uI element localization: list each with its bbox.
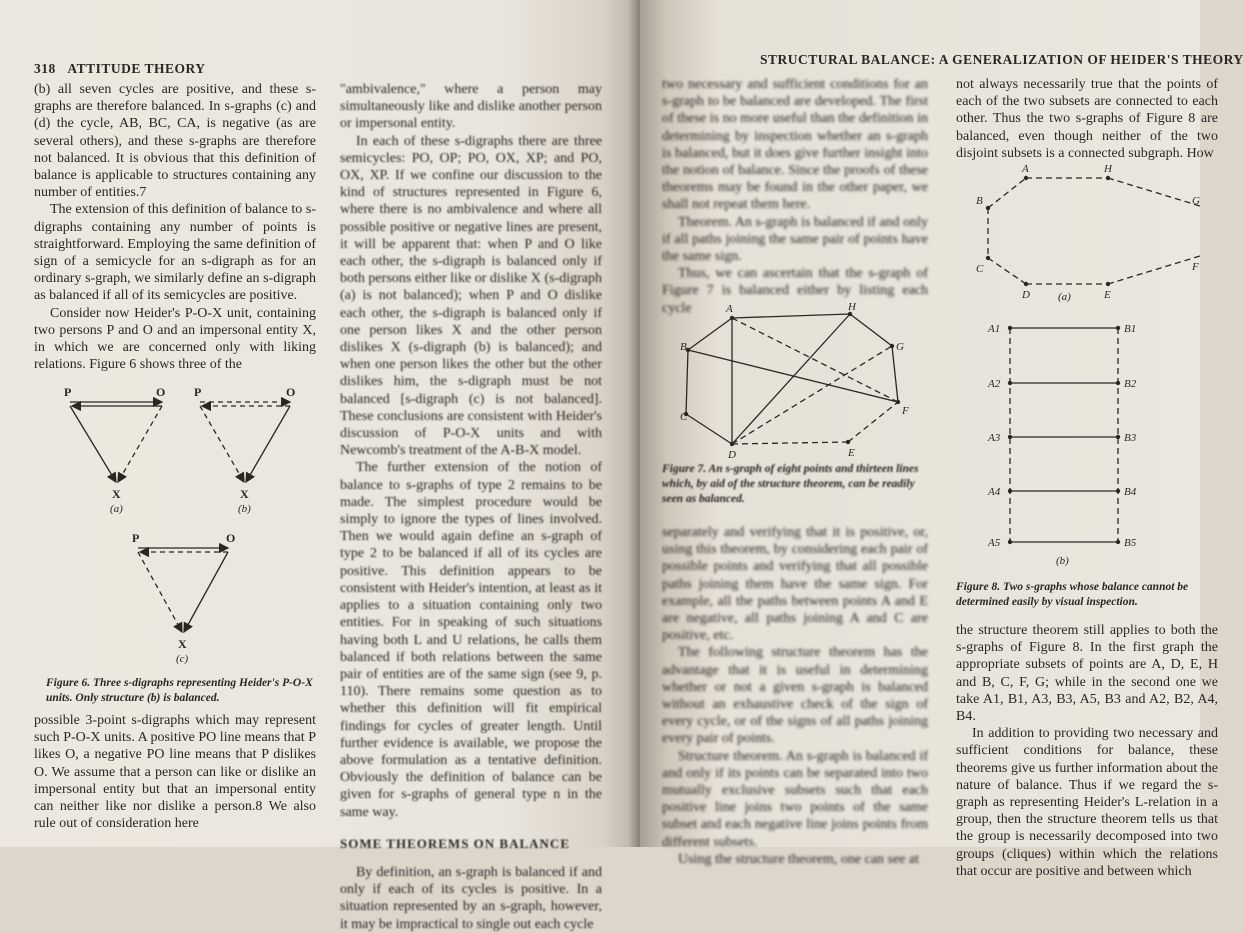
left-column-bottom	[34, 712, 316, 832]
fig8-label-g: G	[1192, 195, 1200, 207]
paragraph: Structure theorem. An s-graph is balanced if and only if its points can be separated into two mutually exclusive subsets such that each positive line joins two points of the same subset and each negative line joins points from different subsets.	[662, 748, 928, 850]
fig7-label-h: H	[848, 301, 856, 313]
paragraph: possible 3-point s-digraphs which may represent such P-O-X units. A positive PO line means that P likes O, a negative PO line means that P dislikes O. We assume that a person can like or dislike an impersonal entity but that an impersonal entity can neither like nor dislike a person.8 We also rule out of consideration here	[34, 713, 316, 832]
paragraph: The further extension of the notion of balance to s-graphs of type 2 remains to be made. The simplest procedure would be simply to ignore the types of lines involved. Then we would again define an s-graph of type 2 to be balanced if all of its cycles are positive. This definition appears to be consistent with Heider's intention, at least as it applies to a situation containing only two entities. For in speaking of such situations having both L and U relations, he calls them balanced if both relations between the same pair of entities are of the same sign (see 9, p. 110). There remains some question as to whether this definition will fit empirical findings for cycles of greater length. Until further evidence is available, we propose the above formulation as a tentative definition. Obviously the definition of balance can be given for s-graphs of general type n in the same way.	[340, 460, 602, 820]
fig8-label-b: B	[976, 195, 983, 207]
fig7-label-d: D	[728, 449, 736, 461]
figure-6-caption: Figure 6. Three s-digraphs representing Heider's P-O-X units. Only structure (b) is balanced.	[46, 677, 313, 704]
fig8-panel-a: (a)	[1058, 291, 1071, 303]
fig7-label-b: B	[680, 341, 687, 353]
fig8-label-d: D	[1022, 289, 1030, 301]
right-running-head: STRUCTURAL BALANCE: A GENERALIZATION OF HEIDER'S THEORY	[760, 52, 1244, 67]
paragraph: In addition to providing two necessary and sufficient conditions for balance, these theorems give us further information about the nature of balance. Thus if we regard the s-graph as representing Heider's L-relation in a group, then the structure theorem tells us that the group is necessarily decomposed into two groups (cliques) within which the relations that occur are positive and between which	[956, 726, 1218, 879]
figure-8	[966, 158, 1200, 570]
figure-8-caption: Figure 8. Two s-graphs whose balance cannot be determined easily by visual inspection.	[956, 581, 1189, 608]
fig8-label-a1: A1	[988, 323, 1001, 335]
middle-column	[340, 81, 602, 933]
right-inner-column	[662, 76, 928, 317]
fig8-label-b5: B5	[1124, 537, 1137, 549]
svg-text:O: O	[286, 385, 296, 399]
svg-text:X: X	[240, 487, 249, 501]
svg-text:P: P	[194, 385, 202, 399]
fig8-label-c: C	[976, 263, 984, 275]
right-outer-column	[956, 76, 1218, 162]
fig6-label-x: X	[112, 487, 121, 501]
figure-6c	[132, 531, 235, 665]
paragraph: (b) all seven cycles are positive, and these s-graphs are therefore balanced. In s-graphs (c) and (d) the cycle, AB, BC, CA, is negative (as are several others), and these s-graphs are therefore not balanced. It is obvious that this definition of balance is applicable to structures containing any number of entities.7	[34, 82, 316, 201]
paragraph: By definition, an s-graph is balanced if and only if each of its cycles is positive. In a situation represented by an s-graph, however, it may be impractical to single out each cycle	[340, 864, 602, 932]
paragraph: Theorem. An s-graph is balanced if and only if all paths joining the same pair of points have the same sign.	[662, 214, 928, 265]
paragraph: the structure theorem still applies to both the s-graphs of Figure 8. In the first graph the appropriate subsets of points are A, D, E, H and B, C, F, G; while in the second one we take A1, B1, A3, B3, A5, B3 and A2, B2, A4, B4.	[956, 623, 1218, 725]
fig7-label-e: E	[848, 447, 855, 459]
paragraph: not always necessarily true that the points of each of the two subsets are connected to each other. Thus the two s-graphs of Figure 8 are balanced, even though neither of the two disjoint subsets is a connected subgraph. How	[956, 77, 1218, 161]
fig7-label-c: C	[680, 411, 688, 423]
fig8-panel-b: (b)	[1056, 555, 1069, 567]
section-heading: SOME THEOREMS ON BALANCE	[340, 835, 570, 851]
fig8-label-e: E	[1104, 289, 1111, 301]
fig8-label-a: A	[1022, 163, 1029, 175]
svg-text:X: X	[178, 637, 187, 651]
left-running-head	[34, 61, 206, 77]
paragraph: In each of these s-digraphs there are three semicycles: PO, OP; PO, OX, XP; and PO, OX, XP. If we confine our discussion to the kind of structures represented in Figure 6, where there is no ambivalence and where all possible positive or negative lines are present, it will be apparent that: when P and O like each other, the s-digraph is balanced only if both persons either like or dislike X (s-digraph (a) is not balanced); when P and O dislike each other, the s-digraph is balanced only if one person likes X and the other person dislikes X (s-digraph (b) is balanced); and when one person likes the other but the other dislikes him, the s-digraph must be not balanced [s-digraph (c) is not balanced]. These conclusions are consistent with Heider's discussion of P-O-X units and with Newcomb's treatment of the A-B-X model.	[340, 133, 602, 459]
paragraph: two necessary and sufficient conditions for an s-graph to be balanced are developed. The first of these is no more useful than the definition in determining by inspection whether an s-graph is balanced, but it does give further insight into the notion of balance. Since the proofs of these theorems may be found in the other paper, we shall not repeat them here.	[662, 77, 928, 213]
right-inner-column-bottom	[662, 524, 928, 868]
paragraph: Using the structure theorem, one can see at	[678, 851, 920, 867]
page-number: 318	[34, 61, 56, 76]
fig8-label-a5: A5	[988, 537, 1001, 549]
figure-6b	[194, 385, 295, 515]
right-page	[640, 0, 1244, 879]
paragraph: Consider now Heider's P-O-X unit, containing two persons P and O and an impersonal entity X, in which we are concerned only with liking relations. Figure 6 shows three of the	[34, 305, 316, 373]
paragraph: Thus, we can ascertain that the s-graph of Figure 7 is balanced either by listing each cycle	[662, 266, 928, 316]
fig8-label-b4: B4	[1124, 486, 1137, 498]
fig7-label-a: A	[726, 303, 733, 315]
fig6-label-p: P	[64, 385, 72, 399]
fig7-label-g: G	[896, 341, 904, 353]
svg-text:O: O	[226, 531, 236, 545]
figure-6a	[64, 385, 165, 515]
fig6-panel-b: (b)	[238, 503, 251, 515]
book-title: ATTITUDE THEORY	[67, 61, 206, 76]
figure-6	[50, 378, 320, 668]
fig6-panel-a: (a)	[110, 503, 123, 515]
figure-7	[680, 302, 920, 462]
paragraph: "ambivalence," where a person may simultaneously like and dislike another person or impersonal entity.	[340, 82, 602, 132]
left-column	[34, 81, 316, 373]
paragraph: The following structure theorem has the advantage that it is useful in determining whether or not a given s-graph is balanced without an exhaustive check of the sign of every cycle, or of the signs of all paths joining every pair of points.	[662, 645, 928, 747]
fig8-label-a2: A2	[988, 378, 1001, 390]
fig6-panel-c: (c)	[176, 653, 189, 665]
fig8-label-h: H	[1104, 163, 1112, 175]
fig8-label-b1: B1	[1124, 323, 1137, 335]
svg-text:P: P	[132, 531, 140, 545]
fig8-label-b3: B3	[1124, 432, 1137, 444]
right-outer-column-bottom	[956, 622, 1218, 880]
fig8-label-b2: B2	[1124, 378, 1137, 390]
fig8-label-f: F	[1192, 261, 1199, 273]
fig8-label-a3: A3	[988, 432, 1001, 444]
paragraph: separately and verifying that it is positive, or, using this theorem, by considering each pair of possible points and verifying that all possible paths joining them have the same sign. For example, all the paths between points A and E are negative, all paths joining A and C are positive, etc.	[662, 525, 928, 644]
fig7-label-f: F	[902, 405, 909, 417]
fig6-label-o: O	[156, 385, 166, 399]
figure-7-caption: Figure 7. An s-graph of eight points and thirteen lines which, by aid of the structure theorem, can be readily seen as balanced.	[662, 463, 919, 505]
paragraph: The extension of this definition of balance to s-digraphs containing any number of points is straightforward. Employing the same definition of sign of a semicycle for an s-digraph as for an ordinary s-graph, we similarly define an s-digraph as balanced if all of its semicycles are positive.	[34, 202, 316, 304]
fig8-label-a4: A4	[988, 486, 1001, 498]
